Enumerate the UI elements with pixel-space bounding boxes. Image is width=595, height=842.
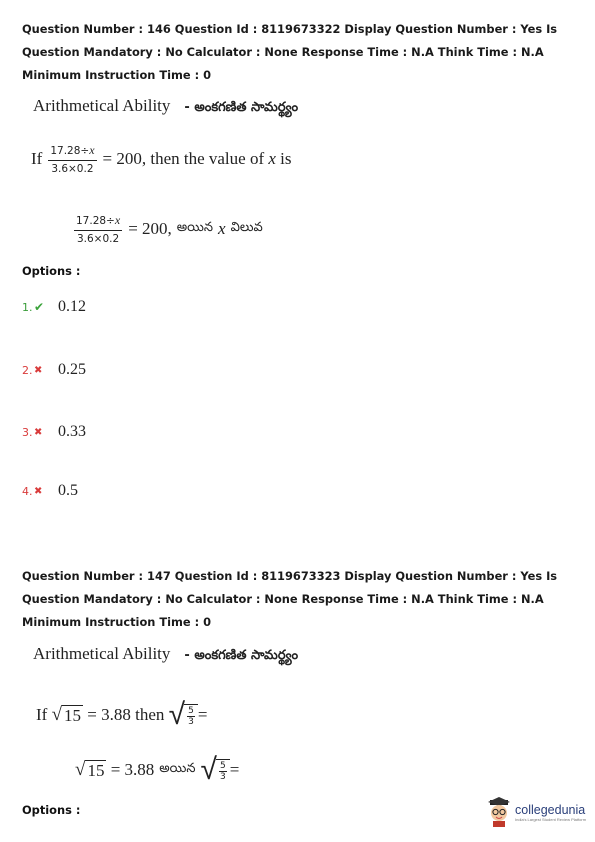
radicand: 15 (87, 760, 105, 780)
subject-telugu: - అంకగణిత సామర్థ్యం (184, 100, 299, 115)
square-root: √ 15 (51, 703, 82, 725)
fraction-numerator: 17.28÷ (76, 215, 115, 227)
subject-english: Arithmetical Ability (33, 644, 171, 663)
option-number: 4. (22, 484, 33, 498)
question-telugu (75, 752, 240, 787)
fraction-numerator: 5 (220, 760, 226, 771)
if-word: If (31, 149, 43, 168)
telugu-word: అయిన (176, 220, 214, 235)
variable-x: x (114, 213, 121, 227)
subject-english: Arithmetical Ability (33, 96, 171, 115)
option-number: 1. (22, 300, 33, 314)
question-text: = 3.88 (110, 760, 155, 779)
options-label: Options : (22, 264, 81, 278)
option-number: 2. (22, 363, 33, 377)
variable-x: x (268, 149, 276, 168)
cross-icon: ✖ (34, 485, 43, 497)
fraction-numerator: 17.28÷ (50, 145, 90, 157)
option-value: 0.5 (58, 482, 78, 499)
subject-line (33, 644, 298, 666)
option-value: 0.12 (58, 298, 86, 315)
option-value: 0.33 (58, 423, 86, 440)
square-root: √ 15 (75, 758, 105, 780)
subject-telugu: - అంకగణిత సామర్థ్యం (184, 648, 299, 663)
option-2[interactable] (22, 361, 86, 379)
question-text: = 3.88 then (87, 705, 165, 724)
telugu-word: విలువ (230, 220, 263, 235)
check-icon: ✔ (34, 300, 45, 314)
fraction-denominator: 3 (220, 771, 226, 782)
brand-name: collegedunia (515, 802, 586, 817)
question-telugu (68, 213, 268, 245)
cross-icon: ✖ (34, 364, 43, 376)
question-text: = 200, then the value of (102, 149, 265, 168)
mascot-icon (486, 797, 512, 827)
question-header: Question Number : 146 Question Id : 8119673322 Display Question Number : Yes Is Question Mandatory : No Calculator : None Response Time : N.A Think Time : N.A Minimum Instruction Time : 0 (22, 22, 558, 82)
fraction-numerator: 5 (188, 705, 194, 716)
question-english (31, 143, 292, 175)
telugu-word: అయిన (159, 761, 196, 776)
square-root-fraction: √ $\frac{5}{3}$ (169, 700, 198, 730)
radicand: 15 (64, 705, 82, 725)
fraction-denominator: 3 (188, 716, 194, 727)
equals-sign: = (197, 705, 208, 724)
question-header: Question Number : 147 Question Id : 8119673323 Display Question Number : Yes Is Question Mandatory : No Calculator : None Response Time : N.A Think Time : N.A Minimum Instruction Time : 0 (22, 569, 558, 629)
fraction (48, 143, 96, 175)
fraction-denominator: 3.6×0.2 (76, 233, 120, 245)
option-value: 0.25 (58, 361, 86, 378)
question-english (36, 697, 208, 732)
question-text-end: is (280, 149, 292, 168)
option-4[interactable] (22, 482, 78, 500)
fraction (74, 213, 122, 245)
subject-line (33, 96, 298, 118)
variable-x: x (218, 219, 226, 238)
if-word: If (36, 705, 48, 724)
option-3[interactable] (22, 423, 86, 441)
option-1[interactable] (22, 298, 86, 316)
fraction-denominator: 3.6×0.2 (51, 163, 94, 175)
brand-tagline: India's Largest Student Review Platform (515, 816, 587, 822)
variable-x: x (89, 143, 95, 157)
cross-icon: ✖ (34, 426, 43, 438)
options-label: Options : (22, 803, 81, 817)
equals-sign: = (229, 760, 240, 779)
square-root-fraction: √ $\frac{5}{3}$ (201, 755, 230, 785)
question-text: = 200, (128, 219, 172, 238)
option-number: 3. (22, 425, 33, 439)
collegedunia-logo (486, 797, 586, 827)
